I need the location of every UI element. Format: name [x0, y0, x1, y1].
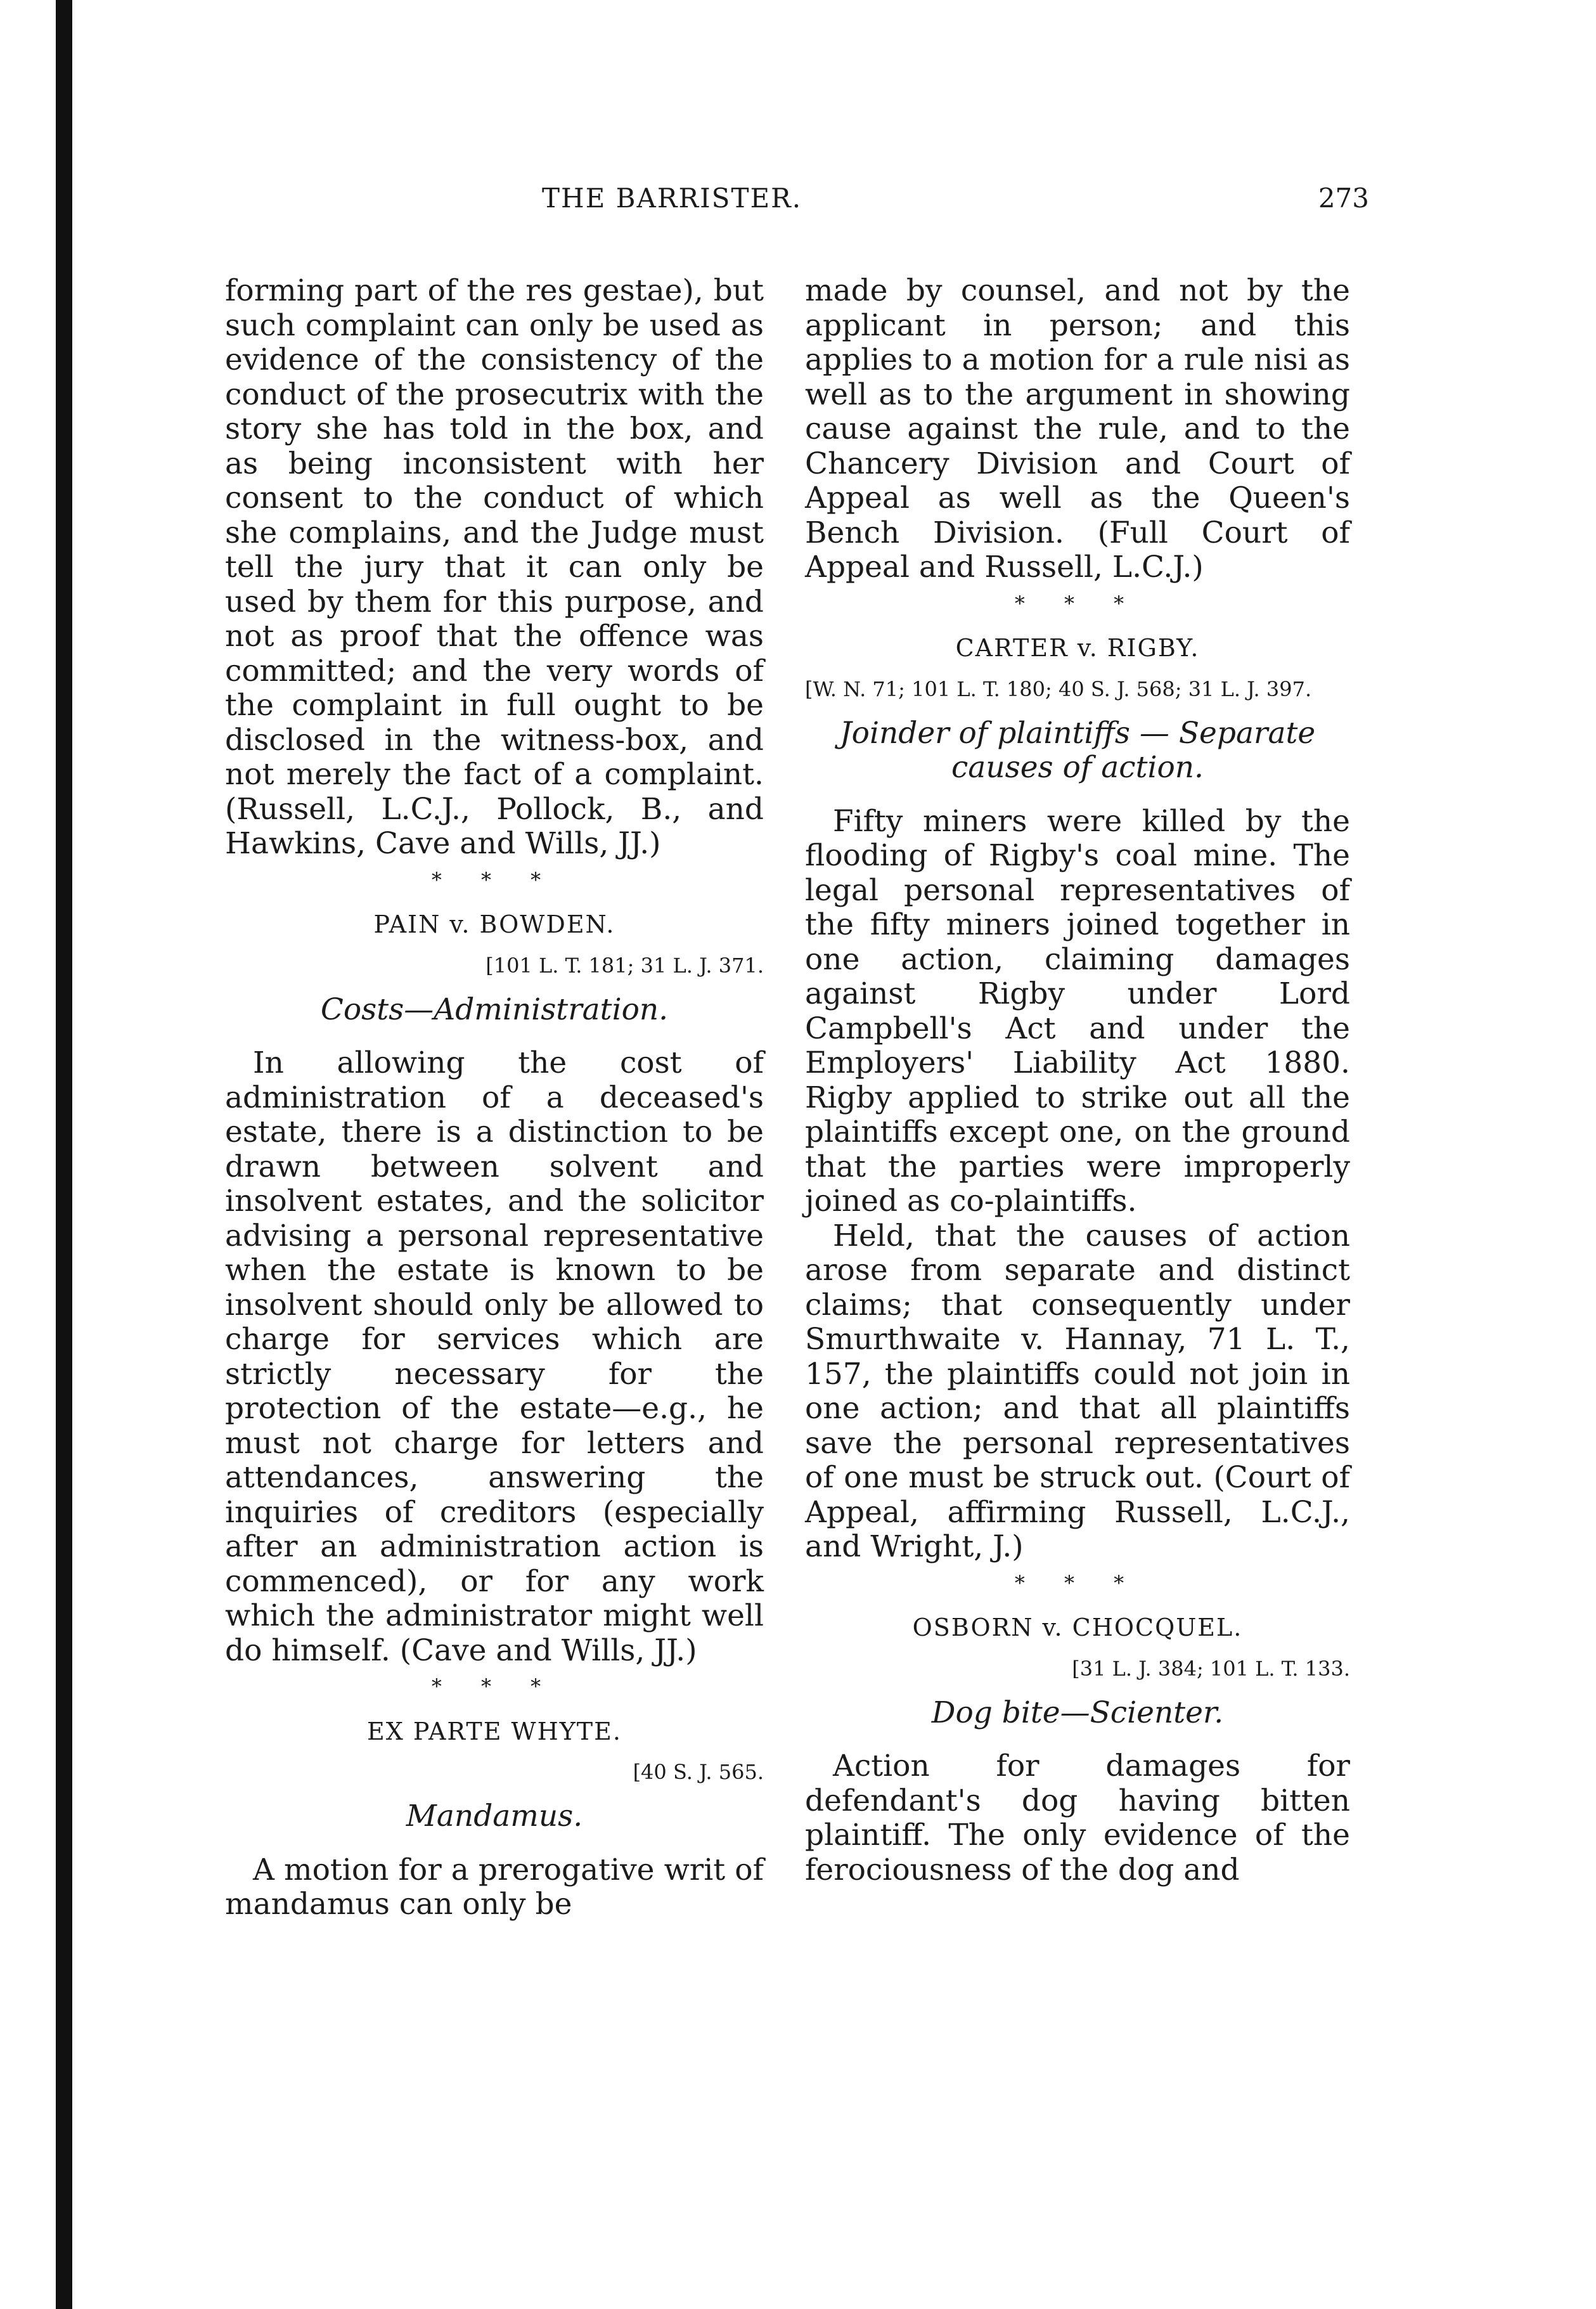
case-citation: [W. N. 71; 101 L. T. 180; 40 S. J. 568; 31 L. J. 397.	[805, 676, 1312, 701]
running-header	[225, 183, 1369, 221]
case-title: CARTER v. RIGBY.	[955, 634, 1200, 662]
page-number: 273	[1318, 183, 1369, 214]
paragraph: Held, that the causes of action arose from separate and distinct claims; that consequently under Smurthwaite v. Hannay, 71 L. T., 157, the plaintiffs could not join in one action; and that all plaintiffs save the personal representatives of one must be struck out. (Court of Appeal, affirming Russell, L.C.J., and Wright, J.)	[805, 1218, 1350, 1564]
left-column	[225, 274, 764, 1922]
case-heading: Joinder of plaintiffs — Separate causes of action.	[839, 715, 1316, 785]
paragraph: Fifty miners were killed by the flooding of Rigby's coal mine. The legal personal representatives of the fifty miners joined together in one action, claiming damages against Rigby under Lord Campbell's Act and under the Employers' Liability Act 1880. Rigby applied to strike out all the plaintiffs except one, on the ground that the parties were improperly joined as co-plaintiffs.	[805, 803, 1350, 1219]
section-separator: * * *	[431, 1674, 558, 1698]
case-citation: [40 S. J. 565.	[633, 1760, 764, 1784]
paragraph: In allowing the cost of administration of a deceased's estate, there is a distinction to be drawn between solvent and insolvent estates, and the solicitor advising a personal representative when the estate is known to be insolvent should only be allowed to charge for services which are strictly necessary for the protection of the estate—e.g., he must not charge for letters and attendances, answering the inquiries of creditors (especially after an administration action is commenced), or for any work which the administrator might well do himself. (Cave and Wills, JJ.)	[225, 1045, 764, 1668]
case-citation: [31 L. J. 384; 101 L. T. 133.	[1072, 1656, 1350, 1681]
section-separator: * * *	[431, 867, 558, 892]
paragraph: A motion for a prerogative writ of mandamus can only be	[225, 1852, 764, 1922]
right-column	[805, 274, 1350, 1887]
case-title: OSBORN v. CHOCQUEL.	[912, 1614, 1243, 1641]
paragraph: forming part of the res gestae), but such complaint can only be used as evidence of the consistency of the conduct of the prosecutrix with the story she has told in the box, and as being inconsistent with her consent to the conduct of which she complains, and the Judge must tell the jury that it can only be used by them for this purpose, and not as proof that the offence was committed; and the very words of the complaint in full ought to be disclosed in the witness-box, and not merely the fact of a complaint. (Russell, L.C.J., Pollock, B., and Hawkins, Cave and Wills, JJ.)	[225, 273, 764, 861]
paragraph: Action for damages for defendant's dog having bitten plaintiff. The only evidence of the ferociousness of the dog and	[805, 1749, 1350, 1887]
case-heading: Mandamus.	[406, 1799, 583, 1834]
case-heading: Dog bite—Scienter.	[931, 1695, 1224, 1730]
case-heading: Costs—Administration.	[320, 992, 669, 1027]
case-title: EX PARTE WHYTE.	[367, 1717, 622, 1745]
case-title: PAIN v. BOWDEN.	[373, 910, 615, 938]
section-separator: * * *	[1014, 1570, 1141, 1595]
running-title: THE BARRISTER.	[542, 183, 802, 214]
paragraph: made by counsel, and not by the applicant in person; and this applies to a motion for a rule nisi as well as to the argument in showing cause against the rule, and to the Chancery Division and Court of Appeal as well as the Queen's Bench Division. (Full Court of Appeal and Russell, L.C.J.)	[805, 273, 1350, 585]
binding-edge	[56, 0, 72, 2309]
case-citation: [101 L. T. 181; 31 L. J. 371.	[486, 953, 764, 978]
section-separator: * * *	[1014, 591, 1141, 616]
